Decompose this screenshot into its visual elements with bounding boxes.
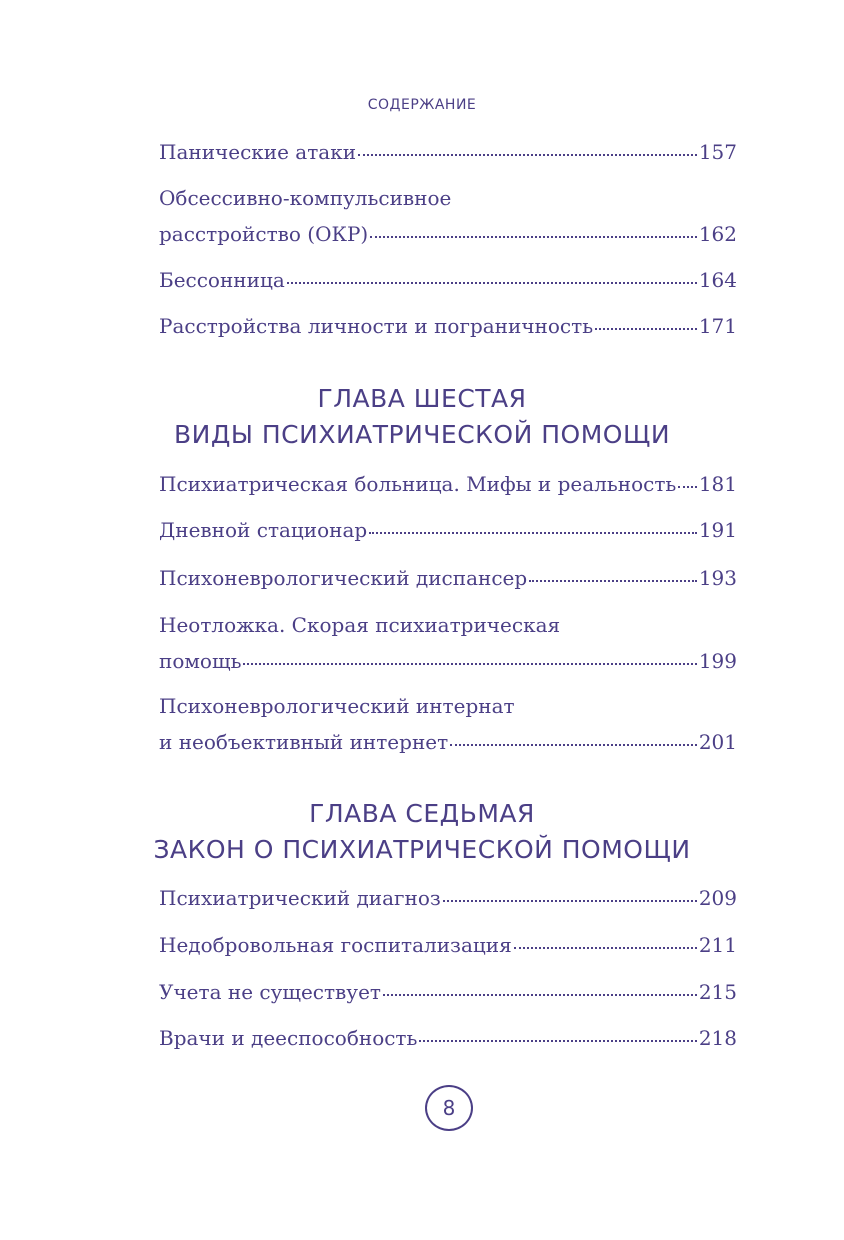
entry-page: 157 — [698, 140, 737, 164]
entry-title-line1: Обсессивно-компульсивное — [159, 186, 452, 210]
dot-leader — [443, 900, 697, 902]
entry-title: Панические атаки — [159, 140, 357, 164]
chapter-seven-heading — [0, 796, 844, 868]
entry-page: 181 — [698, 472, 737, 496]
chapter-title: ВИДЫ ПСИХИАТРИЧЕСКОЙ ПОМОЩИ — [173, 420, 671, 449]
dot-leader — [370, 236, 697, 238]
entry-title: Психиатрический диагноз — [159, 886, 441, 910]
dot-leader — [514, 947, 697, 949]
entry-title: Учета не существует — [159, 980, 381, 1004]
entry-title: Недобровольная госпитализация — [159, 933, 512, 957]
running-head: СОДЕРЖАНИЕ — [367, 97, 477, 113]
entry-title: Бессонница — [159, 268, 285, 292]
entry-title: расстройство (ОКР) — [159, 222, 369, 246]
entry-title: Психоневрологический диспансер — [159, 566, 528, 590]
entry-title-line1: Психоневрологический интернат — [159, 694, 515, 718]
dot-leader — [450, 744, 697, 746]
entry-title: и необъективный интернет — [159, 730, 449, 754]
dot-leader — [358, 154, 697, 156]
entry-page: 201 — [698, 730, 737, 754]
entry-title: Расстройства личности и пограничность — [159, 314, 594, 338]
page-number-text: 8 — [442, 1096, 456, 1120]
entry-title: Врачи и дееспособность — [159, 1026, 418, 1050]
entry-title: помощь — [159, 649, 242, 673]
dot-leader — [287, 282, 697, 284]
entry-page: 171 — [698, 314, 737, 338]
entry-title-line1: Неотложка. Скорая психиатрическая — [159, 613, 561, 637]
chapter-number: ГЛАВА СЕДЬМАЯ — [309, 799, 535, 828]
dot-leader — [678, 486, 697, 488]
entry-page: 191 — [698, 518, 737, 542]
entry-page: 209 — [698, 886, 737, 910]
entry-page: 211 — [698, 933, 737, 957]
dot-leader — [383, 994, 697, 996]
chapter-title: ЗАКОН О ПСИХИАТРИЧЕСКОЙ ПОМОЩИ — [153, 835, 691, 864]
entry-title: Дневной стационар — [159, 518, 368, 542]
chapter-six-heading — [0, 381, 844, 453]
entry-page: 162 — [698, 222, 737, 246]
dot-leader — [369, 532, 697, 534]
entry-page: 199 — [698, 649, 737, 673]
entry-title: Психиатрическая больница. Мифы и реальность — [159, 472, 677, 496]
dot-leader — [529, 580, 697, 582]
entry-page: 193 — [698, 566, 737, 590]
dot-leader — [595, 328, 697, 330]
dot-leader — [243, 663, 696, 665]
entry-page: 215 — [698, 980, 737, 1004]
entry-page: 164 — [698, 268, 737, 292]
dot-leader — [419, 1040, 696, 1042]
chapter-number: ГЛАВА ШЕСТАЯ — [317, 384, 527, 413]
page-number — [425, 1085, 473, 1131]
entry-page: 218 — [698, 1026, 737, 1050]
